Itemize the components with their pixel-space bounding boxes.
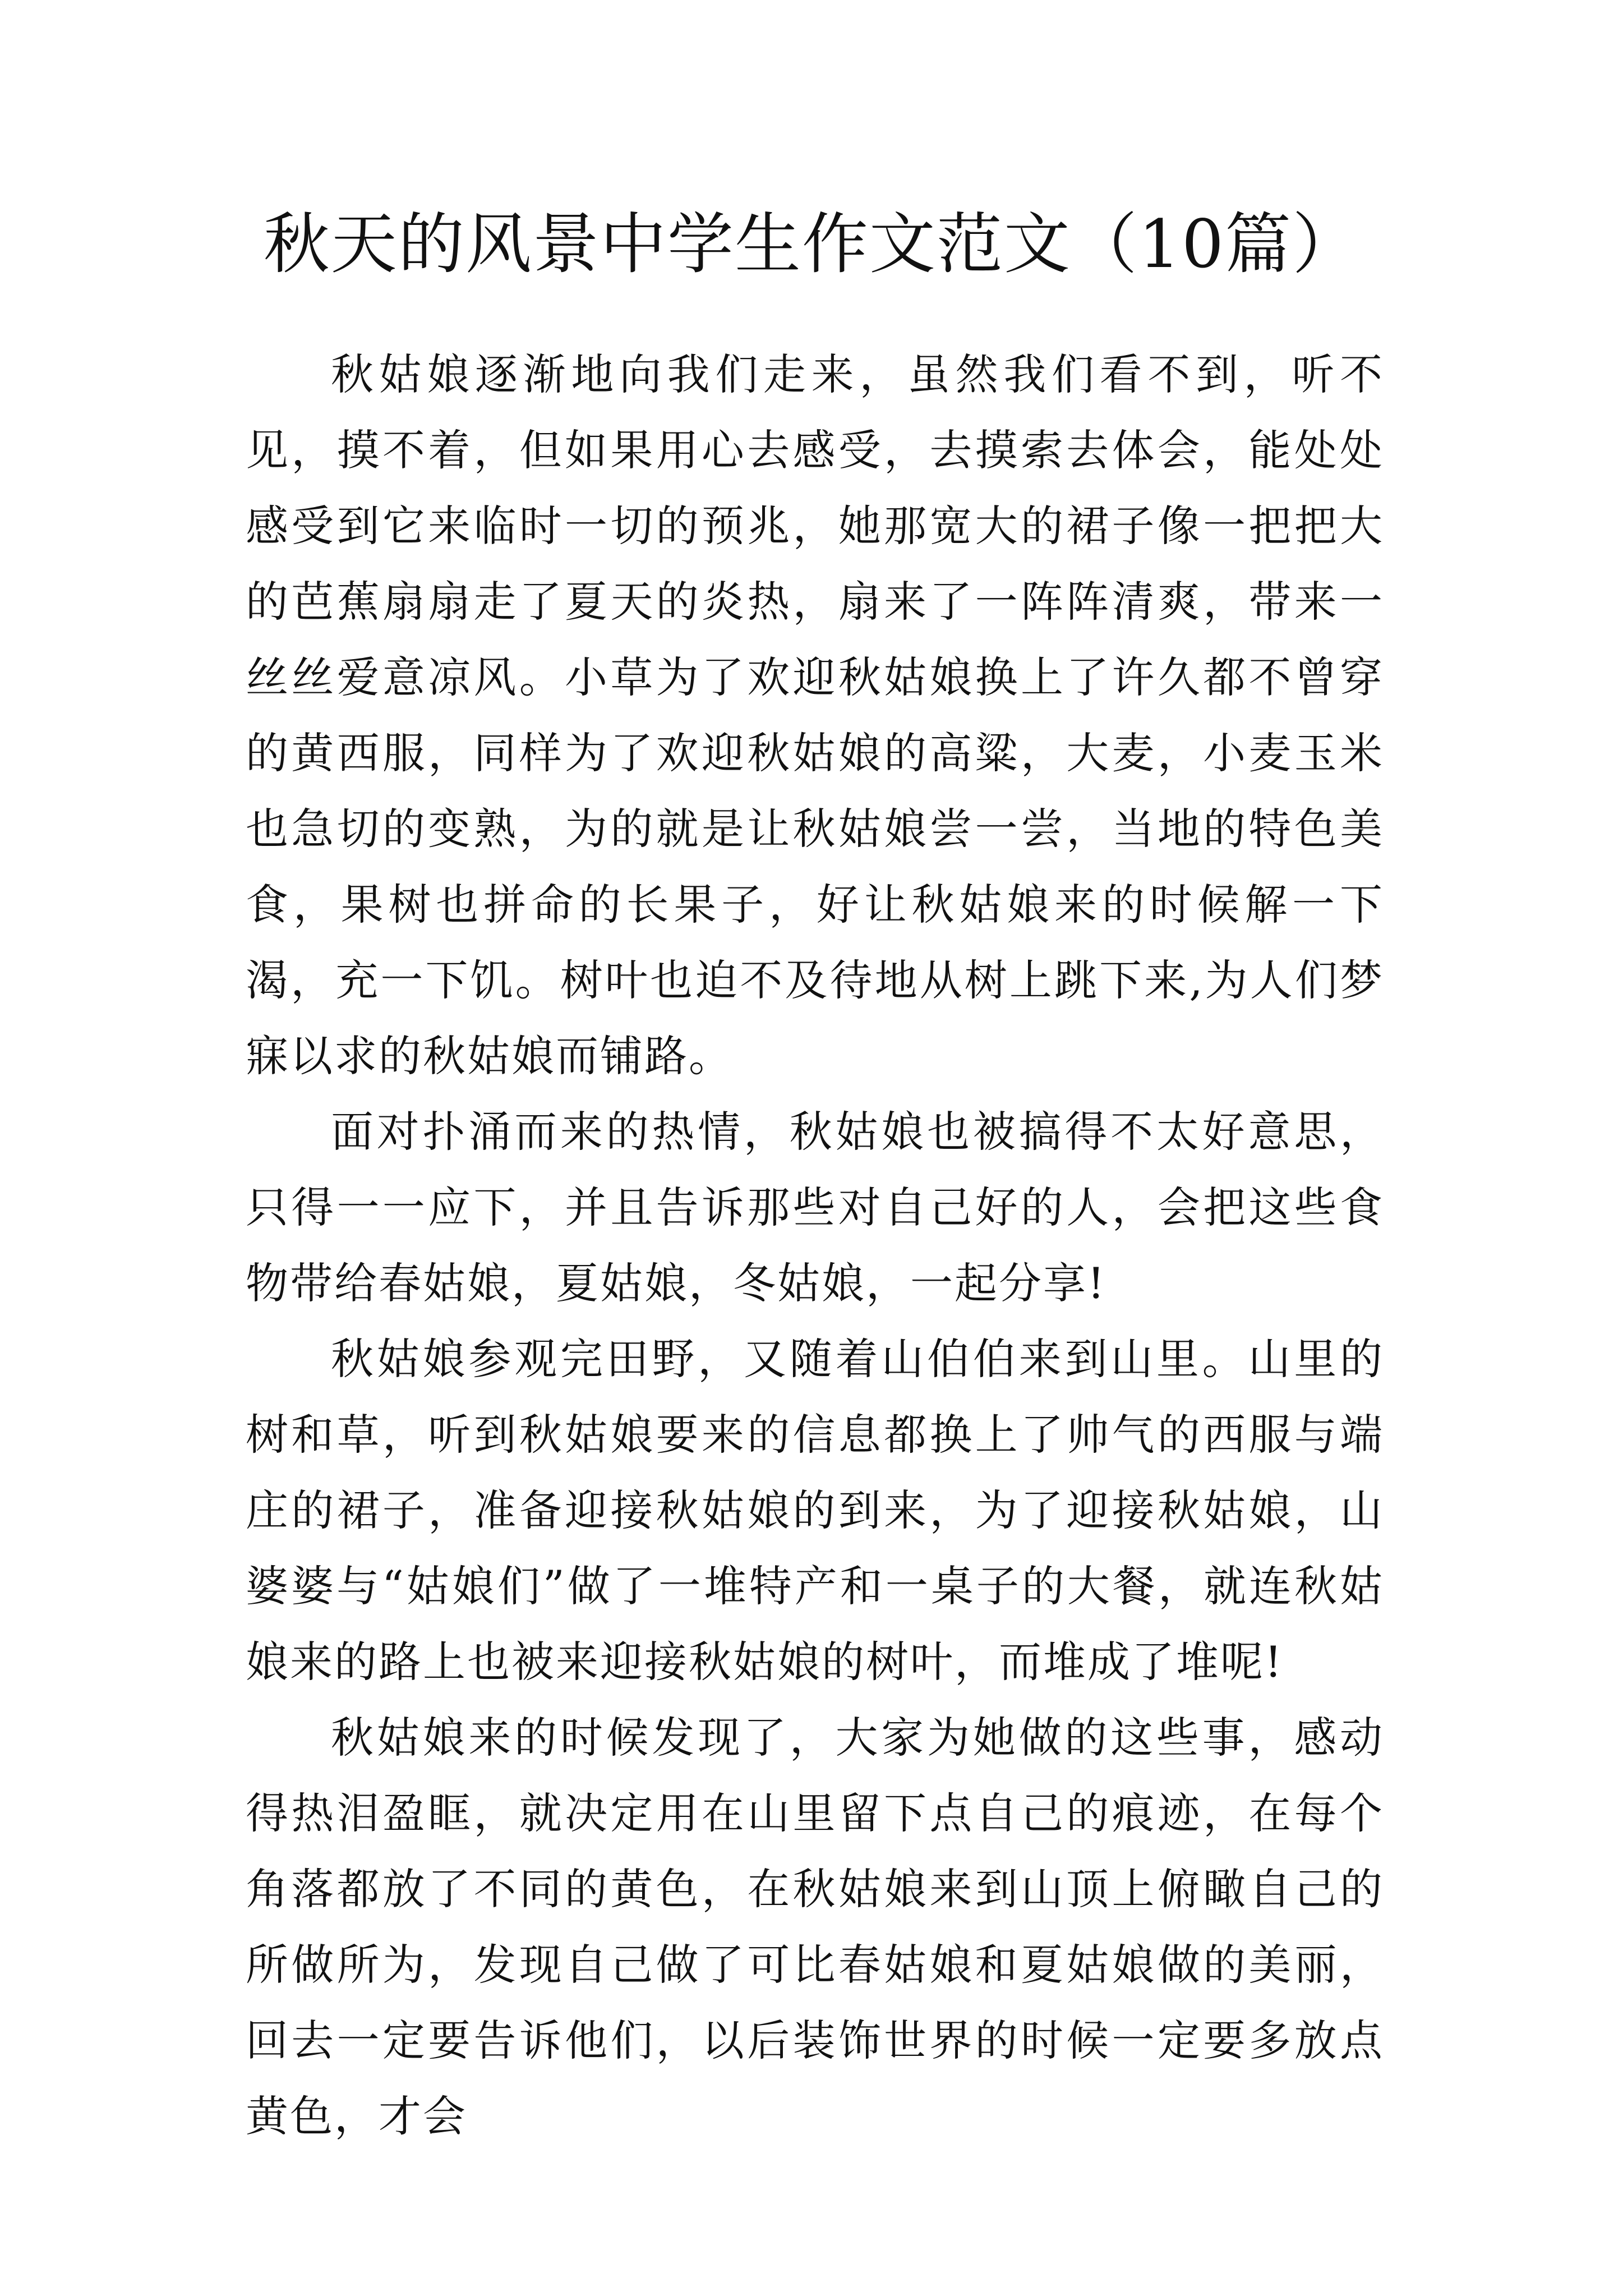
paragraph: 秋姑娘逐渐地向我们走来，虽然我们看不到，听不见，摸不着，但如果用心去感受，去摸索去体会，能处处感受到它来临时一切的预兆，她那宽大的裙子像一把把大的芭蕉扇扇走了夏天的炎热，扇来了一阵阵清爽，带来一丝丝爱意凉风。小草为了欢迎秋姑娘换上了许久都不曾穿的黄西服，同样为了欢迎秋姑娘的高粱，大麦，小麦玉米也急切的变熟，为的就是让秋姑娘尝一尝，当地的特色美食，果树也拼命的长果子，好让秋姑娘来的时候解一下渴，充一下饥。树叶也迫不及待地从树上跳下来,为人们梦寐以求的秋姑娘而铺路。 [246,349,1384,1081]
paragraph: 面对扑涌而来的热情，秋姑娘也被搞得不太好意思，只得一一应下，并且告诉那些对自己好的人，会把这些食物带给春姑娘，夏姑娘，冬姑娘，一起分享! [246,1107,1384,1308]
paragraph: 秋姑娘来的时候发现了，大家为她做的这些事，感动得热泪盈眶，就决定用在山里留下点自己的痕迹，在每个角落都放了不同的黄色，在秋姑娘来到山顶上俯瞰自己的所做所为，发现自己做了可比春姑娘和夏姑娘做的美丽，回去一定要告诉他们，以后装饰世界的时候一定要多放点黄色，才会 [246,1713,1384,2141]
paragraph: 秋姑娘参观完田野，又随着山伯伯来到山里。山里的树和草，听到秋姑娘要来的信息都换上了帅气的西服与端庄的裙子，准备迎接秋姑娘的到来，为了迎接秋姑娘，山婆婆与“姑娘们”做了一堆特产和一桌子的大餐，就连秋姑娘来的路上也被来迎接秋姑娘的树叶，而堆成了堆呢! [246,1334,1384,1687]
document-title: 秋天的风景中学生作文范文（10篇） [263,205,1360,283]
document-body [246,337,1384,2154]
